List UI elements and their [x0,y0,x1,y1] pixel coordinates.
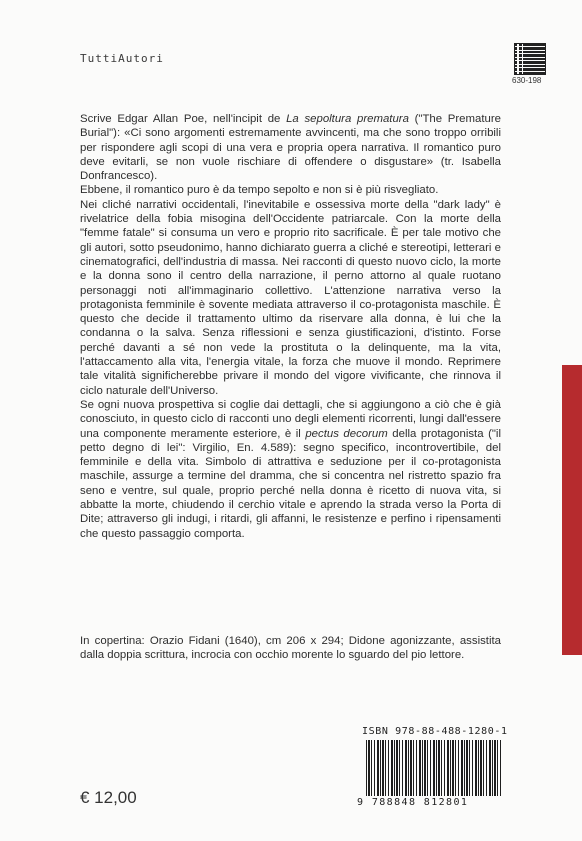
cover-credit: In copertina: Orazio Fidani (1640), cm 206 x 294; Didone agonizzante, assistita dalla doppia scrittura, incrocia con occhio morente lo sguardo del pio lettore. [80,635,501,662]
qr-code-label: 630-198 [512,76,542,85]
price: € 12,00 [80,788,137,807]
cover-art-edge [562,365,582,655]
barcode-digits: 9 788848 812801 [357,797,469,808]
isbn-label: ISBN 978-88-488-1280-1 [362,726,508,737]
paragraph-pectus: Se ogni nuova prospettiva si coglie dai dettagli, che si aggiungono a ciò che è già conosciuto, in questo ciclo di racconti uno degli elementi ricorrenti, lungi dall'essere una componente meramente esteriore, è il pectus decorum della protagonista ("il petto degno di lei": Virgilio, En. 4.589): segno specifico, incontrovertibile, del femminile e della vita. Simbolo di attrattiva e seduzione per il co-protagonista maschile, assurge a termine del dramma, che si concentra nel ristretto spazio fra seno e ventre, sul quale, proprio perché nella donna è ricetto di nuova vita, si abbatte la morte, chiudendo il cerchio vitale e aprendo la strada verso la Porta di Dite; attraverso gli indugi, i ritardi, gli affanni, le resistenze e perfino i ripensamenti che questo passaggio comporta. [80,398,501,540]
blurb [80,112,501,541]
latin-term: pectus decorum [305,427,388,440]
paragraph-poe-quote: Scrive Edgar Allan Poe, nell'incipit de La sepoltura prematura ("The Premature Burial"): «Ci sono argomenti estremamente avvincenti, ma che sono troppo orribili per rispondere agli scopi di una vera e propria opera narrativa. Il romantico puro deve evitarli, se non vuole rischiare di offendere o disgustare» (tr. Isabella Donfrancesco). [80,113,501,183]
publisher-logo: TuttiAutori [80,52,164,65]
barcode-icon [366,740,502,796]
qr-code-icon [514,43,546,75]
book-title: La sepoltura prematura [286,113,409,125]
paragraph-romantic: Ebbene, il romantico puro è da tempo sepolto e non si è più risvegliato. [80,184,439,197]
paragraph-cliches: Nei cliché narrativi occidentali, l'inevitabile e ossessiva morte della "dark lady" è rivelatrice della fobia misogina dell'Occidente patriarcale. Con la morte della "femme fatale" si consuma un vero e proprio rito sacrificale. È per tale motivo che gli autori, sotto pseudonimo, hanno dichiarato guerra a cliché e stereotipi, letterari e cinematografici, dell'industria di massa. Nei racconti di questo nuovo ciclo, la morte e la donna sono il centro della narrazione, il perno attorno al quale ruotano personaggi noti all'immaginario collettivo. L'attenzione narrativa verso la protagonista femminile è sovente mediata attraverso il co-protagonista maschile. È questo che decide il trattamento ultimo da riservare alla donna, è lui che la condanna o la salva. Senza riflessioni e senza giustificazioni, d'istinto. Forse perché davanti a sé non vede la prostituta o la delinquente, ma la vita, l'attaccamento alla vita, l'energia vitale, la forza che muove il mondo. Reprimere tale vitalità significherebbe privare il mondo del vigore vivificante, che rinnova il ciclo naturale dell'Universo. [80,198,501,397]
